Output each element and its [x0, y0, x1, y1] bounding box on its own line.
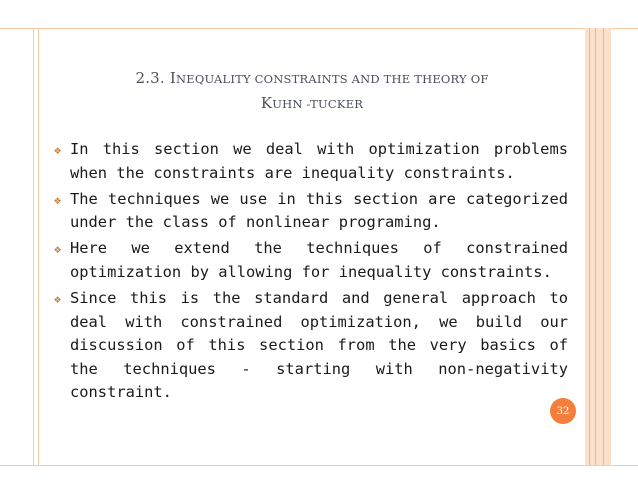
- bullet-text: The techniques we use in this section are categorized under the class of nonlinear programing.: [70, 189, 568, 232]
- diamond-bullet-icon: ❖: [54, 242, 62, 257]
- left-border-line-inner: [38, 28, 39, 465]
- bullet-item: [54, 237, 568, 284]
- bullet-text: In this section we deal with optimization problems when the constraints are inequality constraints.: [70, 140, 568, 182]
- title-line-2-k: K: [260, 94, 273, 112]
- bullet-item: [54, 138, 568, 185]
- title-line-1: [62, 66, 562, 91]
- title-line-1-lead: 2.3. I: [135, 69, 176, 87]
- right-decorative-band: [585, 28, 611, 465]
- slide-title: [62, 66, 562, 116]
- title-line-2: [62, 91, 562, 116]
- bullet-text: Since this is the standard and general approach to deal with constrained optimization, we build our discussion of this section from the very basics of the techniques - starting with non-negativity constraint.: [70, 289, 568, 402]
- diamond-bullet-icon: ❖: [54, 292, 62, 307]
- page-number-badge: [550, 398, 576, 424]
- bullet-list: [54, 138, 568, 408]
- page-number: 32: [556, 405, 570, 417]
- diamond-bullet-icon: ❖: [54, 192, 62, 207]
- diamond-bullet-icon: ❖: [54, 143, 62, 157]
- title-line-2-uhn: UHN -T: [272, 97, 319, 111]
- bottom-border-line: [0, 465, 638, 466]
- bullet-text: Here we extend the techniques of constrained optimization by allowing for inequality constraints.: [70, 239, 568, 281]
- title-line-1-rest: NEQUALITY CONSTRAINTS AND THE THEORY OF: [176, 72, 489, 86]
- left-border-line: [33, 28, 34, 465]
- bullet-item: [54, 188, 568, 235]
- top-border-line: [0, 28, 638, 29]
- title-line-2-ucker: UCKER: [318, 97, 364, 111]
- bullet-item: [54, 287, 568, 405]
